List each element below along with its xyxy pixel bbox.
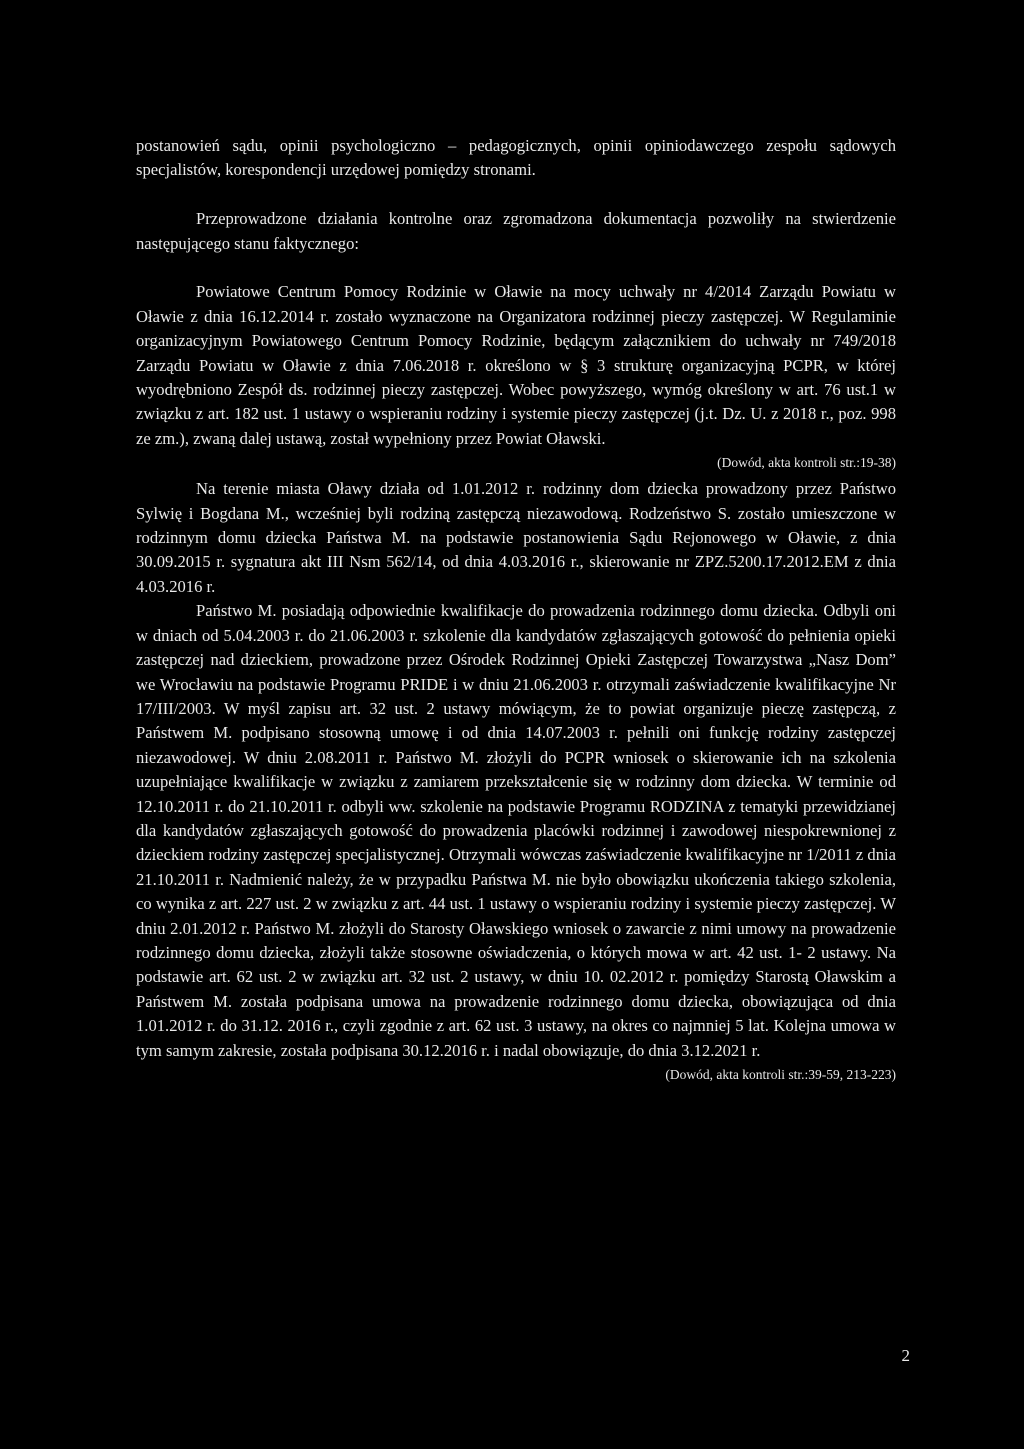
document-body	[136, 134, 896, 1089]
paragraph-4: Na terenie miasta Oławy działa od 1.01.2012 r. rodzinny dom dziecka prowadzony przez Państwo Sylwię i Bogdana M., wcześniej byli rodziną zastępczą niezawodową. Rodzeństwo S. zostało umieszczone w rodzinnym domu dziecka Państwa M. na podstawie postanowienia Sądu Rejonowego w Oławie, z dnia 30.09.2015 r. sygnatura akt III Nsm 562/14, od dnia 4.03.2016 r., skierowanie nr ZPZ.5200.17.2012.EM z dnia 4.03.2016 r.	[136, 479, 896, 596]
evidence-reference: (Dowód, akta kontroli str.:39-59, 213-223)	[665, 1067, 896, 1082]
paragraph-1: postanowień sądu, opinii psychologiczno – pedagogicznych, opinii opiniodawczego zespołu sądowych specjalistów, korespondencji urzędowej pomiędzy stronami.	[136, 136, 896, 180]
paragraph-3: Powiatowe Centrum Pomocy Rodzinie w Oławie na mocy uchwały nr 4/2014 Zarządu Powiatu w Oławie z dnia 16.12.2014 r. zostało wyznaczone na Organizatora rodzinnej pieczy zastępczej. W Regulaminie organizacyjnym Powiatowego Centrum Pomocy Rodzinie, będącym załącznikiem do uchwały nr 749/2018 Zarządu Powiatu w Oławie z dnia 7.06.2018 r. określono w § 3 strukturę organizacyjną PCPR, w której wyodrębniono Zespół ds. rodzinnej pieczy zastępczej. Wobec powyższego, wymóg określony w art. 76 ust.1 w związku z art. 182 ust. 1 ustawy o wspieraniu rodziny i systemie pieczy zastępczej (j.t. Dz. U. z 2018 r., poz. 998 ze zm.), zwaną dalej ustawą, został wypełniony przez Powiat Oławski.	[136, 282, 896, 448]
evidence-reference: (Dowód, akta kontroli str.:19-38)	[717, 455, 896, 471]
page-number: 2	[901, 1346, 910, 1365]
paragraph-5: Państwo M. posiadają odpowiednie kwalifikacje do prowadzenia rodzinnego domu dziecka. Odbyli oni w dniach od 5.04.2003 r. do 21.06.2003 r. szkolenie dla kandydatów zgłaszających gotowość do pełnienia opieki zastępczej nad dzieckiem, prowadzone przez Ośrodek Rodzinnej Opieki Zastępczej Towarzystwa „Nasz Dom” we Wrocławiu na podstawie Programu PRIDE i w dniu 21.06.2003 r. otrzymali zaświadczenie kwalifikacyjne Nr 17/III/2003. W myśl zapisu art. 32 ust. 2 ustawy mówiącym, że to powiat organizuje pieczę zastępczą, z Państwem M. podpisano stosowną umowę i od dnia 14.07.2003 r. pełnili oni funkcję rodziny zastępczej niezawodowej. W dniu 2.08.2011 r. Państwo M. złożyli do PCPR wniosek o skierowanie ich na szkolenia uzupełniające kwalifikacje w związku z zamiarem przekształcenie się w rodzinny dom dziecka. W terminie od 12.10.2011 r. do 21.10.2011 r. odbyli ww. szkolenie na podstawie Programu RODZINA z tematyki przewidzianej dla kandydatów zgłaszających gotowość do prowadzenia placówki rodzinnej i zawodowej niespokrewnionej z dzieckiem rodziny zastępczej specjalistycznej. Otrzymali wówczas zaświadczenie kwalifikacyjne nr 1/2011 z dnia 21.10.2011 r. Nadmienić należy, że w przypadku Państwa M. nie było obowiązku ukończenia takiego szkolenia, co wynika z art. 227 ust. 2 w związku z art. 44 ust. 1 ustawy o wspieraniu rodziny i systemie pieczy zastępczej. W dniu 2.01.2012 r. Państwo M. złożyli do Starosty Oławskiego wniosek o zawarcie z nimi umowy na prowadzenie rodzinnego domu dziecka, złożyli także stosowne oświadczenia, o których mowa w art. 42 ust. 1- 2 ustawy. Na podstawie art. 62 ust. 2 w związku art. 32 ust. 2 ustawy, w dniu 10. 02.2012 r. pomiędzy Starostą Oławskim a Państwem M. została podpisana umowa na prowadzenie rodzinnego domu dziecka, obowiązująca od dnia 1.01.2012 r. do 31.12. 2016 r., czyli zgodnie z art. 62 ust. 3 ustawy, na okres co najmniej 5 lat. Kolejna umowa w tym samym zakresie, została podpisana 30.12.2016 r. i nadal obowiązuje, do dnia 3.12.2021 r.	[136, 601, 896, 1060]
spacer	[136, 256, 896, 280]
paragraph-2: Przeprowadzone działania kontrolne oraz zgromadzona dokumentacja pozwoliły na stwierdzenie następującego stanu faktycznego:	[136, 209, 896, 253]
spacer	[136, 183, 896, 207]
